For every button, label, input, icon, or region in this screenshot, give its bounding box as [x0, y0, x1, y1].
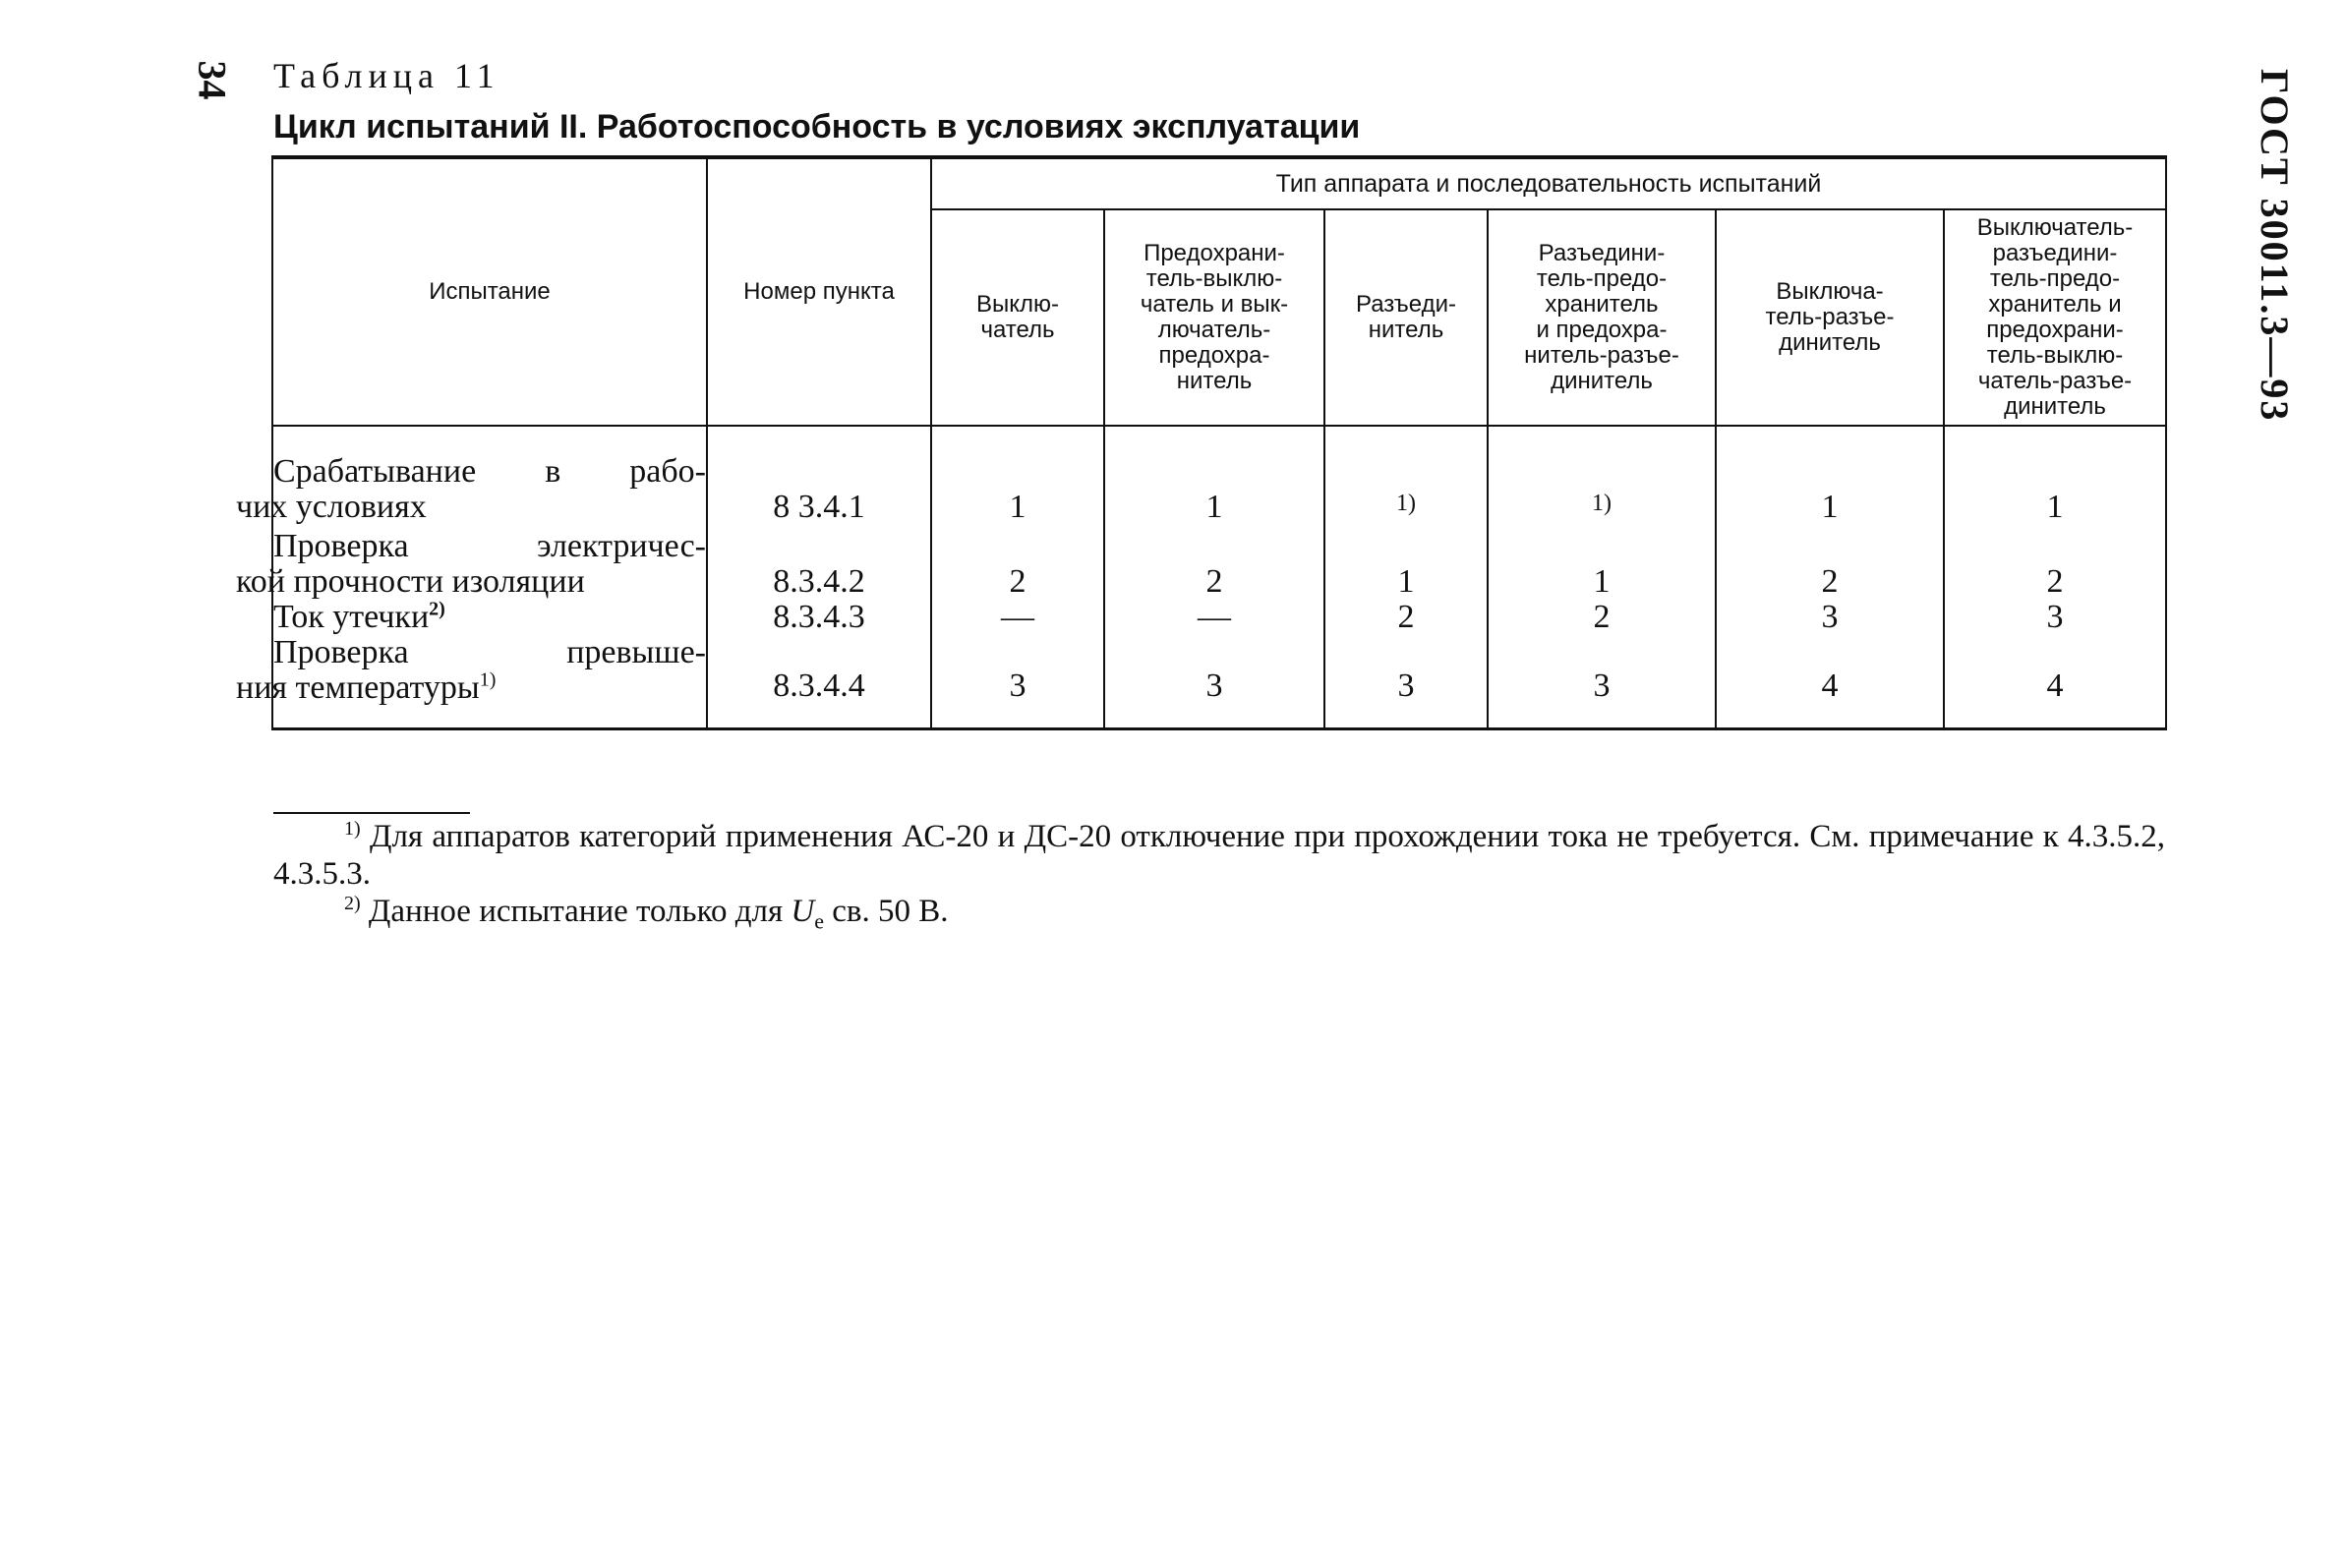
value-cell: 1): [1324, 426, 1488, 529]
test-name-line: Срабатывание в рабо-: [273, 453, 706, 490]
test-name-cell: [272, 600, 707, 635]
value-cell: —: [1104, 600, 1324, 635]
value-cell: 4: [1716, 635, 1944, 729]
number-cell: 8.3.4.4: [707, 635, 931, 729]
test-name-line: Проверка превыше-: [273, 634, 706, 670]
value-cell: 1: [1488, 529, 1716, 600]
value-cell: 1: [1104, 426, 1324, 529]
test-name-cell: [236, 426, 707, 529]
value-cell: 1: [1716, 426, 1944, 529]
voltage-symbol: $U_e$: [791, 894, 824, 934]
value-cell: 1: [1944, 426, 2166, 529]
test-name-line: ния температуры$^{1)}$: [236, 668, 497, 706]
value-cell: 2: [1324, 600, 1488, 635]
header-device-type: Предохрани- тель-выклю- чатель и вык- лючатель- предохра- нитель: [1104, 209, 1324, 426]
header-device-type: Выклю- чатель: [931, 209, 1104, 426]
footnote-text: Для аппаратов категорий применения АС-20 и ДС-20 отключение при прохождении тока не требуется. См. примечание к 4.3.5.2, 4.3.5.3.: [273, 819, 2166, 892]
standard-code: ГОСТ 30011.3—93: [2253, 69, 2297, 423]
number-cell: 8.3.4.3: [707, 600, 931, 635]
header-device-type: Выключатель- разъедини- тель-предо- хранитель и предохрани- тель-выклю- чатель-разъе- динитель: [1944, 209, 2166, 426]
value-cell: 1): [1488, 426, 1716, 529]
value-cell: 3: [1716, 600, 1944, 635]
value-cell: 1: [931, 426, 1104, 529]
header-device-type: Разъедини- тель-предо- хранитель и предохра- нитель-разъе- динитель: [1488, 209, 1716, 426]
value-cell: 3: [1324, 635, 1488, 729]
table-row: [272, 635, 2166, 729]
value-cell: —: [931, 600, 1104, 635]
test-name-cell: [236, 528, 707, 600]
value-cell: 1: [1324, 529, 1488, 600]
value-cell: 2: [1944, 529, 2166, 600]
value-cell: 4: [1944, 635, 2166, 729]
header-device-group: Тип аппарата и последовательность испытаний: [931, 157, 2166, 209]
footnote-ref: 2): [429, 598, 445, 620]
header-device-type: Разъеди- нитель: [1324, 209, 1488, 426]
test-name-line: Проверка электричес-: [273, 528, 706, 564]
number-cell: 8.3.4.2: [707, 529, 931, 600]
value-cell: 3: [1944, 600, 2166, 635]
footnote-2: [273, 893, 2165, 941]
test-name-line: чих условиях: [236, 489, 427, 525]
value-cell: 3: [1488, 635, 1716, 729]
footnote-mark: 1): [344, 818, 361, 840]
table-title: Цикл испытаний II. Работоспособность в условиях эксплуатации: [273, 108, 1361, 145]
table-row: [272, 426, 2166, 529]
footnote-text: Данное испытание только для: [368, 894, 784, 929]
header-device-type: Выключа- тель-разъе- динитель: [1716, 209, 1944, 426]
number-cell: 8 3.4.1: [707, 426, 931, 529]
value-cell: 2: [1104, 529, 1324, 600]
header-test: Испытание: [272, 157, 707, 426]
footnote-1: [273, 818, 2165, 893]
test-name-cell: [236, 634, 707, 729]
footnote-mark: 2): [344, 893, 361, 914]
footnotes: [273, 818, 2165, 941]
footnote-divider: [273, 812, 470, 814]
value-cell: 3: [1104, 635, 1324, 729]
table-row: [272, 529, 2166, 600]
page-number: 34: [190, 60, 235, 100]
test-name-line: Ток утечки: [273, 599, 430, 635]
table-row: [272, 600, 2166, 635]
table-container: [236, 155, 2165, 730]
footnote-ref: 1): [479, 668, 497, 691]
value-cell: 2: [1716, 529, 1944, 600]
footnote-text: св. 50 В.: [832, 894, 949, 929]
table-label: Таблица 11: [273, 56, 500, 95]
value-cell: 2: [931, 529, 1104, 600]
value-cell: 2: [1488, 600, 1716, 635]
value-cell: 3: [931, 635, 1104, 729]
test-cycle-table: [236, 155, 2167, 730]
test-name-line: кой прочности изоляции: [236, 563, 585, 600]
header-number: Номер пункта: [707, 157, 931, 426]
